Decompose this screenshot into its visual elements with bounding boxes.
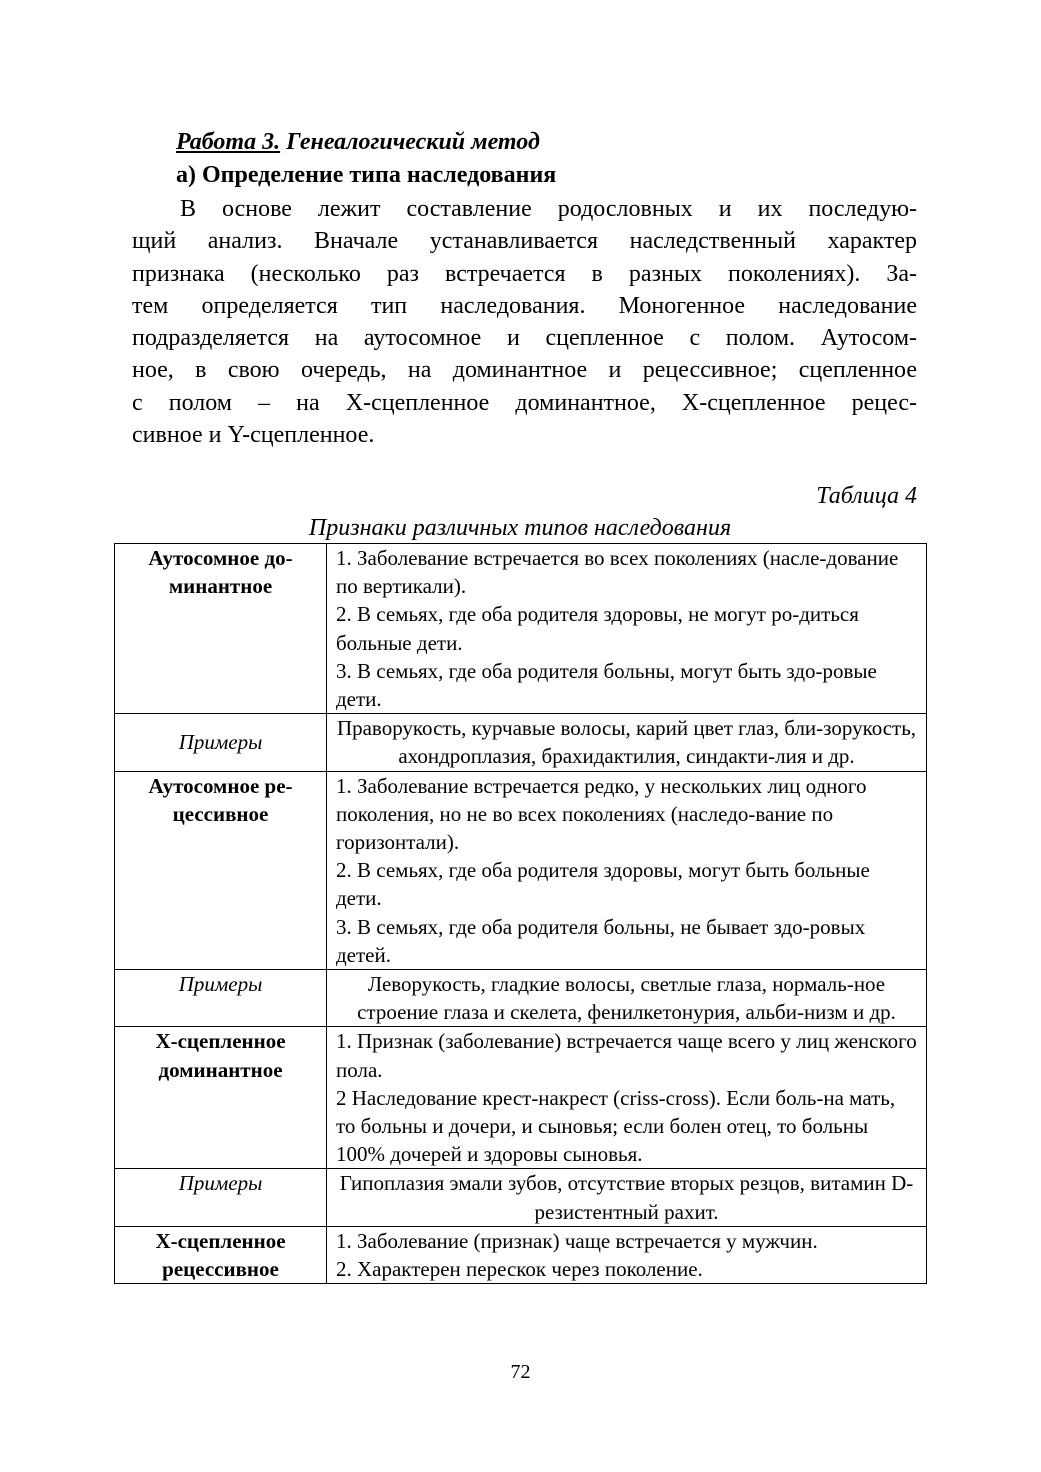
work-title: Генеалогический метод (280, 129, 540, 155)
table-row (115, 771, 927, 969)
examples-label: Примеры (115, 714, 327, 771)
type-line: доминантное (158, 1057, 283, 1082)
type-line: Аутосомное ре- (148, 773, 293, 798)
feature-item: 2. В семьях, где оба родителя здоровы, не могут ро-диться больные дети. (336, 602, 859, 655)
type-line: Х-сцепленное (155, 1228, 286, 1253)
feature-item: 2. Характерен перескок через поколение. (336, 1257, 703, 1282)
feature-item: 2 Наследование крест-накрест (criss-cross). Если боль-на мать, то больны и дочери, и сыновья; если болен отец, то больны 100% дочерей и здоровы сыновья. (336, 1085, 896, 1167)
examples-text: Гипоплазия эмали зубов, отсутствие вторых резцов, витамин D-резистентный рахит. (327, 1169, 927, 1226)
intro-line: с полом – на Х-сцепленное доминантное, Х-сцепленное рецес- (132, 389, 917, 416)
work-heading (176, 127, 540, 157)
features-cell (327, 771, 927, 969)
intro-line: сивное и Y-сцепленное. (132, 422, 375, 449)
feature-item: 3. В семьях, где оба родителя больны, не бывает здо-ровых детей. (336, 914, 866, 967)
type-line: Х-сцепленное (155, 1029, 286, 1054)
feature-item: 1. Признак (заболевание) встречается чаще всего у лиц женского пола. (336, 1029, 917, 1082)
examples-text: Праворукость, курчавые волосы, карий цвет глаз, бли-зорукость, ахондроплазия, брахидактилия, синдакти-лия и др. (327, 714, 927, 771)
intro-line: щий анализ. Вначале устанавливается наследственный характер (132, 228, 917, 255)
type-line: рецессивное (162, 1257, 279, 1282)
table-row (115, 970, 927, 1027)
inheritance-type-cell (115, 1226, 327, 1283)
intro-line: признака (несколько раз встречается в разных поколениях). За- (132, 260, 917, 287)
table-number: Таблица 4 (816, 483, 917, 509)
examples-label: Примеры (115, 970, 327, 1027)
page-number: 72 (510, 1361, 531, 1383)
feature-item: 1. Заболевание встречается редко, у нескольких лиц одного поколения, но не во всех поколениях (наследо-вание по горизонтали). (336, 773, 867, 855)
table-row (115, 1169, 927, 1226)
intro-line: В основе лежит составление родословных и их последую- (180, 196, 917, 222)
feature-item: 3. В семьях, где оба родителя больны, могут быть здо-ровые дети. (336, 658, 877, 712)
table-row (115, 1027, 927, 1169)
table-row (115, 544, 927, 714)
table-caption: Признаки различных типов наследования (308, 515, 732, 541)
type-line: минантное (168, 574, 273, 599)
type-line: Аутосомное до- (148, 546, 293, 570)
features-cell (327, 1226, 927, 1283)
type-line: цессивное (172, 801, 269, 826)
features-cell (327, 544, 927, 714)
table-row (115, 1226, 927, 1283)
section-subtitle: а) Определение типа наследования (176, 162, 557, 188)
feature-item: 2. В семьях, где оба родителя здоровы, могут быть больные дети. (336, 858, 870, 911)
inheritance-type-cell (115, 544, 327, 714)
intro-paragraph (132, 193, 917, 451)
intro-line: тем определяется тип наследования. Моногенное наследование (132, 292, 917, 319)
inheritance-types-table (114, 543, 927, 1284)
inheritance-type-cell (115, 1027, 327, 1169)
table-row (115, 714, 927, 771)
work-number: Работа 3. (176, 129, 281, 155)
intro-line: подразделяется на аутосомное и сцепленное с полом. Аутосом- (132, 325, 917, 352)
inheritance-type-cell (115, 771, 327, 969)
feature-item: 1. Заболевание встречается во всех поколениях (насле-дование по вертикали). (336, 546, 899, 599)
examples-text: Леворукость, гладкие волосы, светлые глаза, нормаль-ное строение глаза и скелета, фенилкетонурия, альби-низм и др. (327, 970, 927, 1027)
examples-label: Примеры (115, 1169, 327, 1226)
features-cell (327, 1027, 927, 1169)
feature-item: 1. Заболевание (признак) чаще встречается у мужчин. (336, 1228, 818, 1253)
intro-line: ное, в свою очередь, на доминантное и рецессивное; сцепленное (132, 357, 917, 384)
